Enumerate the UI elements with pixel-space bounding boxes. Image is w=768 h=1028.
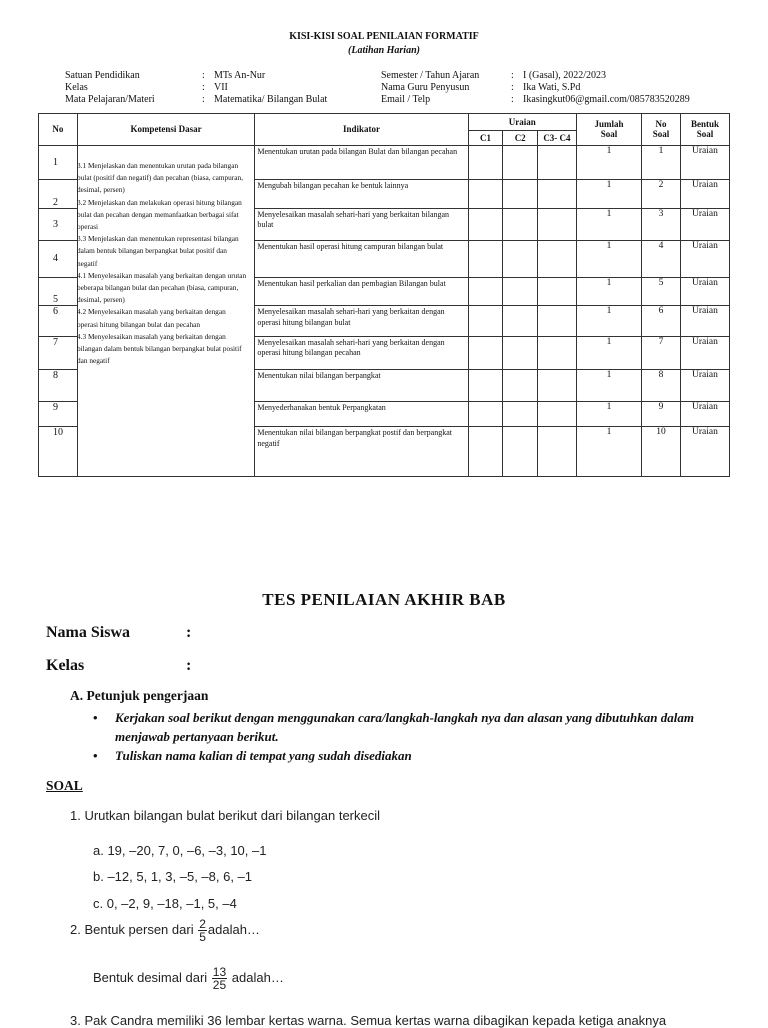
row-jumlah-soal: 1 — [576, 427, 641, 477]
kd-item: 4.1 Menyelesaikan masalah yang berkaitan dengan urutan beberapa bilangan bulat dan pecahan (biasa, campuran, desimal, persen) — [77, 270, 247, 305]
question-1-option-b: b. –12, 5, 1, 3, –5, –8, 6, –1 — [93, 869, 253, 884]
meta-right-colons: : : : — [511, 70, 514, 105]
row-bentuk-soal: Uraian — [680, 240, 729, 277]
row-c1 — [468, 370, 503, 402]
instruction-list — [93, 708, 713, 765]
meta-value: Matematika/ Bilangan Bulat — [214, 94, 328, 105]
row-bentuk-soal: Uraian — [680, 208, 729, 240]
row-no: 3 — [39, 208, 78, 240]
row-no: 5 — [39, 277, 78, 305]
kd-item: 3.1 Menjelaskan dan menentukan urutan pada bilangan bulat (positif dan negatif) dan pecahan (biasa, campuran, desimal, persen) — [77, 161, 243, 195]
row-no-soal: 7 — [642, 336, 681, 370]
row-bentuk-soal: Uraian — [680, 277, 729, 305]
row-c1 — [468, 402, 503, 427]
meta-value: Ika Wati, S.Pd — [523, 82, 581, 93]
row-no-soal: 1 — [642, 145, 681, 180]
kd-item: 4.3 Menyelesaikan masalah yang berkaitan dengan bilangan dalam bentuk bilangan berpangkat bulat positif dan negatif — [77, 331, 242, 366]
header-c1: C1 — [468, 130, 503, 145]
row-no-soal: 9 — [642, 402, 681, 427]
meta-value: MTs An-Nur — [214, 70, 266, 81]
row-bentuk-soal: Uraian — [680, 180, 729, 208]
fraction: $\frac{13}{25}$ — [212, 965, 227, 992]
row-indikator: Mengubah bilangan pecahan ke bentuk lainnya — [255, 180, 468, 208]
row-indikator: Menentukan hasil perkalian dan pembagian Bilangan bulat — [255, 277, 468, 305]
row-c2 — [503, 145, 538, 180]
row-no: 8 — [39, 370, 78, 402]
row-indikator: Menyelesaikan masalah sehari-hari yang berkaitan bilangan bulat — [255, 208, 468, 240]
row-jumlah-soal: 1 — [576, 402, 641, 427]
row-bentuk-soal: Uraian — [680, 306, 729, 337]
row-indikator: Menyederhanakan bentuk Perpangkatan — [255, 402, 468, 427]
meta-label: Nama Guru Penyusun — [381, 82, 470, 93]
question-1: 1. Urutkan bilangan bulat berikut dari bilangan terkecil — [70, 808, 381, 823]
row-c3-c4 — [538, 402, 577, 427]
row-no: 1 — [39, 145, 78, 180]
header-c3-c4: C3- C4 — [538, 130, 577, 145]
row-c2 — [503, 208, 538, 240]
row-no-soal: 3 — [642, 208, 681, 240]
question-1-option-c: c. 0, –2, 9, –18, –1, 5, –4 — [93, 896, 237, 911]
row-c2 — [503, 336, 538, 370]
row-c3-c4 — [538, 427, 577, 477]
row-c1 — [468, 427, 503, 477]
row-indikator: Menyelesaikan masalah sehari-hari yang berkaitan dengan operasi hitung bilangan bulat — [255, 306, 468, 337]
row-indikator: Menentukan nilai bilangan berpangkat postif dan berpangkat negatif — [255, 427, 468, 477]
question-2b: Bentuk desimal dari $\frac{13}{25}$ adalah… — [93, 965, 284, 992]
instruction-item: • Tuliskan nama kalian di tempat yang sudah disediakan — [93, 748, 412, 763]
row-c3-c4 — [538, 180, 577, 208]
row-indikator: Menentukan hasil operasi hitung campuran bilangan bulat — [255, 240, 468, 277]
meta-label: Kelas — [65, 82, 88, 93]
meta-value: VII — [214, 82, 228, 93]
row-jumlah-soal: 1 — [576, 306, 641, 337]
row-c1 — [468, 277, 503, 305]
row-no-soal: 2 — [642, 180, 681, 208]
row-jumlah-soal: 1 — [576, 277, 641, 305]
row-c3-c4 — [538, 336, 577, 370]
row-c3-c4 — [538, 145, 577, 180]
header-jumlah-soal: Jumlah Soal — [576, 114, 641, 146]
row-c3-c4 — [538, 277, 577, 305]
student-name-field: Nama Siswa : — [46, 624, 192, 641]
row-bentuk-soal: Uraian — [680, 336, 729, 370]
row-c2 — [503, 277, 538, 305]
row-jumlah-soal: 1 — [576, 336, 641, 370]
row-jumlah-soal: 1 — [576, 208, 641, 240]
row-bentuk-soal: Uraian — [680, 402, 729, 427]
soal-heading: SOAL — [46, 778, 83, 793]
row-jumlah-soal: 1 — [576, 240, 641, 277]
row-bentuk-soal: Uraian — [680, 370, 729, 402]
row-no: 4 — [39, 240, 78, 277]
row-jumlah-soal: 1 — [576, 370, 641, 402]
row-c1 — [468, 240, 503, 277]
test-title: TES PENILAIAN AKHIR BAB — [262, 590, 506, 609]
row-jumlah-soal: 1 — [576, 145, 641, 180]
row-c3-c4 — [538, 240, 577, 277]
meta-value: I (Gasal), 2022/2023 — [523, 70, 607, 81]
section-a-heading: A. Petunjuk pengerjaan — [70, 688, 209, 703]
class-label: Kelas — [46, 657, 85, 674]
document-title: KISI-KISI SOAL PENILAIAN FORMATIF — [289, 31, 479, 42]
kd-item: 3.3 Menjelaskan dan menentukan representasi bilangan dalam bentuk bilangan berpangkat bulat positif dan negatif — [77, 234, 239, 268]
row-c2 — [503, 427, 538, 477]
row-c1 — [468, 145, 503, 180]
meta-value: Ikasingkut06@gmail.com/085783520289 — [523, 94, 690, 105]
meta-left-labels — [65, 70, 155, 106]
row-c1 — [468, 208, 503, 240]
question-2: 2. Bentuk persen dari $\frac{2}{5}$ adalah… — [70, 917, 260, 944]
question-1-option-a: a. 19, –20, 7, 0, –6, –3, 10, –1 — [93, 843, 267, 858]
meta-label: Email / Telp — [381, 94, 431, 105]
row-c2 — [503, 180, 538, 208]
row-indikator: Menentukan nilai bilangan berpangkat — [255, 370, 468, 402]
row-c1 — [468, 180, 503, 208]
row-no-soal: 8 — [642, 370, 681, 402]
row-no: 6 — [39, 306, 78, 337]
row-c3-c4 — [538, 306, 577, 337]
header-indikator: Indikator — [255, 114, 468, 146]
meta-label: Mata Pelajaran/Materi — [65, 94, 155, 105]
row-bentuk-soal: Uraian — [680, 145, 729, 180]
meta-left-values — [214, 70, 327, 106]
kd-item: 3.2 Menjelaskan dan melakukan operasi hitung bilangan bulat dan pecahan dengan memanfaatkan berbagai sifat operasi — [77, 197, 242, 232]
row-jumlah-soal: 1 — [576, 180, 641, 208]
class-field: Kelas : — [46, 657, 192, 674]
row-c2 — [503, 370, 538, 402]
header-c2: C2 — [503, 130, 538, 145]
header-uraian: Uraian — [468, 114, 576, 131]
document-subtitle: (Latihan Harian) — [348, 45, 420, 56]
row-no: 7 — [39, 336, 78, 370]
header-kompetensi-dasar: Kompetensi Dasar — [77, 114, 255, 146]
kd-item: 4.2 Menyelesaikan masalah yang berkaitan dengan operasi hitung bilangan bulat dan pecahan — [77, 307, 226, 329]
row-no: 10 — [39, 427, 78, 477]
row-no: 9 — [39, 402, 78, 427]
meta-left-colons: : : : — [202, 70, 205, 105]
row-no-soal: 5 — [642, 277, 681, 305]
row-bentuk-soal: Uraian — [680, 427, 729, 477]
fraction: $\frac{2}{5}$ — [199, 917, 206, 944]
row-indikator: Menyelesaikan masalah sehari-hari yang berkaitan dengan operasi hitung bilangan pecahan — [255, 336, 468, 370]
row-c3-c4 — [538, 370, 577, 402]
row-no-soal: 6 — [642, 306, 681, 337]
meta-right-values — [523, 70, 690, 106]
row-no: 2 — [39, 180, 78, 208]
row-indikator: Menentukan urutan pada bilangan Bulat dan bilangan pecahan — [255, 145, 468, 180]
meta-label: Satuan Pendidikan — [65, 70, 140, 81]
header-no: No — [39, 114, 78, 146]
student-name-label: Nama Siswa — [46, 624, 131, 641]
row-no-soal: 10 — [642, 427, 681, 477]
meta-label: Semester / Tahun Ajaran — [381, 70, 480, 81]
row-c1 — [468, 336, 503, 370]
header-bentuk-soal: Bentuk Soal — [680, 114, 729, 146]
row-c2 — [503, 306, 538, 337]
question-3: 3. Pak Candra memiliki 36 lembar kertas warna. Semua kertas warna dibagikan kepada ketiga anaknya — [70, 1013, 667, 1028]
row-c1 — [468, 306, 503, 337]
row-c2 — [503, 240, 538, 277]
row-c2 — [503, 402, 538, 427]
instruction-item: • Kerjakan soal berikut dengan menggunakan cara/langkah-langkah nya dan alasan yang dibutuhkan dalam menjawab pertanyaan berikut. — [93, 710, 694, 744]
row-no-soal: 4 — [642, 240, 681, 277]
kompetensi-dasar-list — [77, 160, 247, 367]
row-c3-c4 — [538, 208, 577, 240]
meta-right-labels — [381, 70, 479, 106]
header-no-soal: No Soal — [642, 114, 681, 146]
